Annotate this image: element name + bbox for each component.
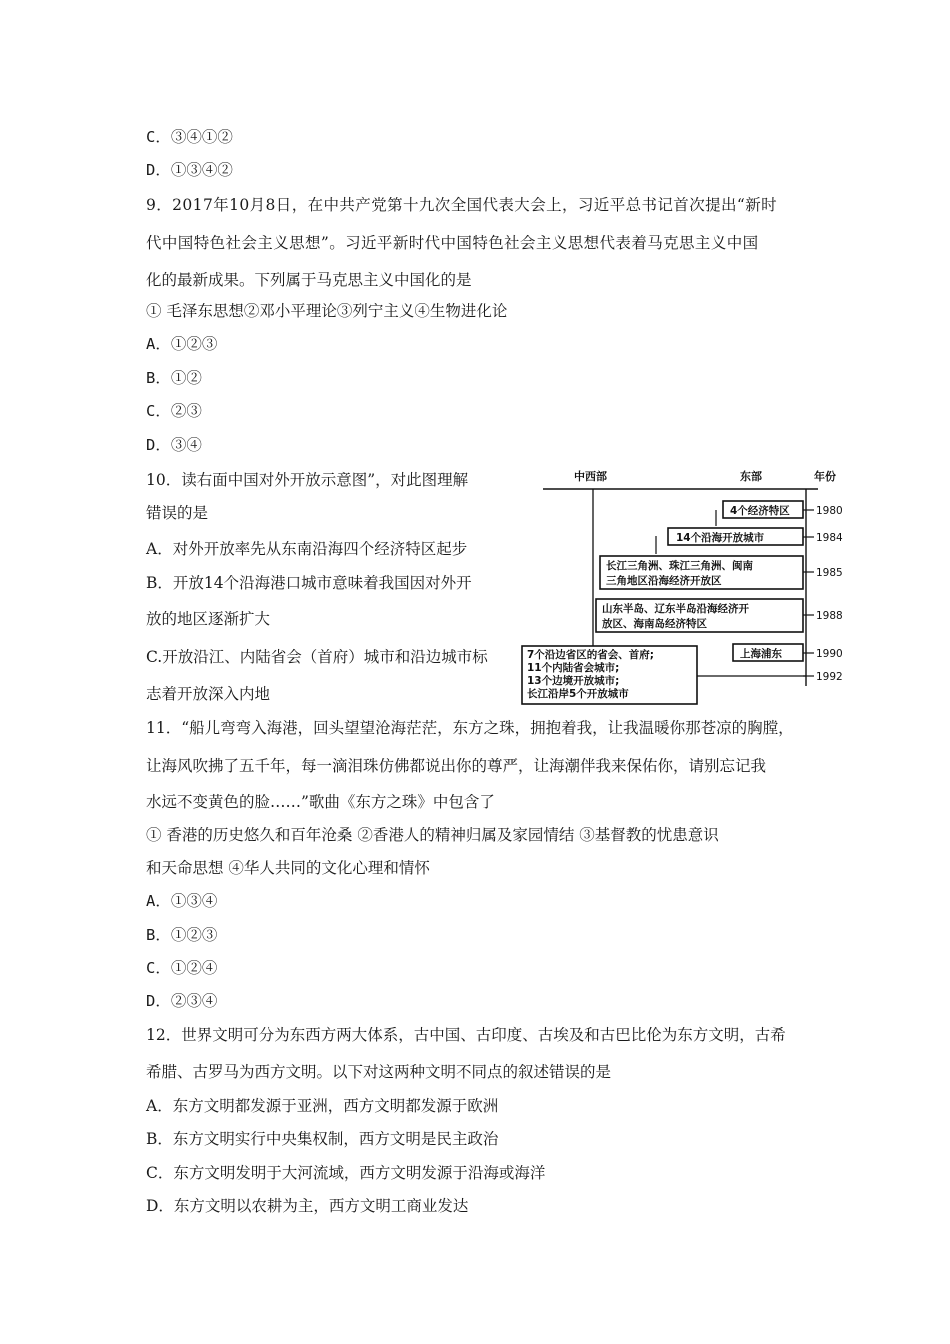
q8-option-d: D．①③④② xyxy=(146,161,233,179)
diagram-box-inland-label-3: 13个边境开放城市; xyxy=(527,675,620,687)
year-label-1980: 1980 xyxy=(816,505,843,517)
year-label-1992: 1992 xyxy=(816,671,843,683)
q11-stem-line-4: ① 香港的历史悠久和百年沧桑 ②香港人的精神归属及家园情结 ③基督教的忧患意识 xyxy=(146,826,719,844)
q9-stem-line-2: 代中国特色社会主义思想”。习近平新时代中国特色社会主义思想代表着马克思主义中国 xyxy=(146,234,759,252)
q9-option-b: B．①② xyxy=(146,369,202,387)
q10-option-a: A．对外开放率先从东南沿海四个经济特区起步 xyxy=(146,540,468,558)
q11-stem-line-3: 水远不变黄色的脸……”歌曲《东方之珠》中包含了 xyxy=(146,793,495,811)
q12-option-d: D．东方文明以农耕为主，西方文明工商业发达 xyxy=(146,1197,469,1215)
q10-option-b-line-1: B．开放14个沿海港口城市意味着我国因对外开 xyxy=(146,574,472,592)
diagram-box-inland-label-2: 11个内陆省会城市; xyxy=(527,662,620,674)
diagram-box-peninsulas-label-1: 山东半岛、辽东半岛沿海经济开 xyxy=(602,603,749,615)
q9-stem-line-3: 化的最新成果。下列属于马克思主义中国化的是 xyxy=(146,271,472,289)
q12-option-c: C．东方文明发明于大河流域，西方文明发源于沿海或海洋 xyxy=(146,1164,546,1182)
q10-option-c-line-2: 志着开放深入内地 xyxy=(146,685,271,703)
q9-stem-line-1: 9．2017年10月8日，在中共产党第十九次全国代表大会上，习近平总书记首次提出“新时 xyxy=(146,196,778,214)
diagram-box-deltas-label-1: 长江三角洲、珠江三角洲、闽南 xyxy=(606,560,753,572)
diagram-box-deltas-label-2: 三角地区沿海经济开放区 xyxy=(606,575,722,587)
q10-stem-line-2: 错误的是 xyxy=(146,504,209,522)
q8-option-c: C．③④①② xyxy=(146,128,233,146)
q9-stem-line-4: ① 毛泽东思想②邓小平理论③列宁主义④生物进化论 xyxy=(146,302,508,320)
q10-option-b-line-2: 放的地区逐渐扩大 xyxy=(146,610,271,628)
diagram-box-pudong-label: 上海浦东 xyxy=(740,648,782,660)
q11-stem-line-5: 和天命思想 ④华人共同的文化心理和情怀 xyxy=(146,859,430,877)
q10-option-c-line-1: C.开放沿江、内陆省会（首府）城市和沿边城市标 xyxy=(146,648,488,666)
diagram-box-peninsulas-label-2: 放区、海南岛经济特区 xyxy=(602,618,707,630)
diagram-box-inland-label-4: 长江沿岸5个开放城市 xyxy=(527,688,629,700)
q11-option-a: A．①③④ xyxy=(146,892,218,910)
q12-option-a: A．东方文明都发源于亚洲，西方文明都发源于欧洲 xyxy=(146,1097,499,1115)
q12-option-b: B．东方文明实行中央集权制，西方文明是民主政治 xyxy=(146,1130,499,1148)
q12-stem-line-2: 希腊、古罗马为西方文明。以下对这两种文明不同点的叙述错误的是 xyxy=(146,1063,612,1081)
diagram-header-midwest: 中西部 xyxy=(574,470,607,483)
opening-up-diagram xyxy=(518,466,848,712)
year-label-1984: 1984 xyxy=(816,532,843,544)
diagram-header-east: 东部 xyxy=(740,470,762,483)
q11-option-c: C．①②④ xyxy=(146,959,218,977)
diagram-box-inland-label-1: 7个沿边省区的省会、首府; xyxy=(527,649,655,661)
diagram-box-coastal-cities-label: 14个沿海开放城市 xyxy=(676,532,765,544)
diagram-header-year: 年份 xyxy=(814,470,836,483)
q9-option-c: C．②③ xyxy=(146,402,202,420)
q10-stem-line-1: 10．读右面中国对外开放示意图”，对此图理解 xyxy=(146,471,469,489)
q12-stem-line-1: 12．世界文明可分为东西方两大体系，古中国、古印度、古埃及和古巴比伦为东方文明，古希 xyxy=(146,1026,786,1044)
q11-option-b: B．①②③ xyxy=(146,926,218,944)
q11-option-d: D．②③④ xyxy=(146,992,218,1010)
year-label-1988: 1988 xyxy=(816,610,843,622)
diagram-box-special-zones-label: 4个经济特区 xyxy=(730,505,790,517)
year-label-1985: 1985 xyxy=(816,567,843,579)
q9-option-d: D．③④ xyxy=(146,436,202,454)
q11-stem-line-2: 让海风吹拂了五千年，每一滴泪珠仿佛都说出你的尊严，让海潮伴我来保佑你，请别忘记我 xyxy=(146,757,767,775)
year-label-1990: 1990 xyxy=(816,648,843,660)
q9-option-a: A．①②③ xyxy=(146,335,218,353)
q11-stem-line-1: 11．“船儿弯弯入海港，回头望望沧海茫茫，东方之珠，拥抱着我，让我温暖你那苍凉的胸膛， xyxy=(146,719,794,737)
